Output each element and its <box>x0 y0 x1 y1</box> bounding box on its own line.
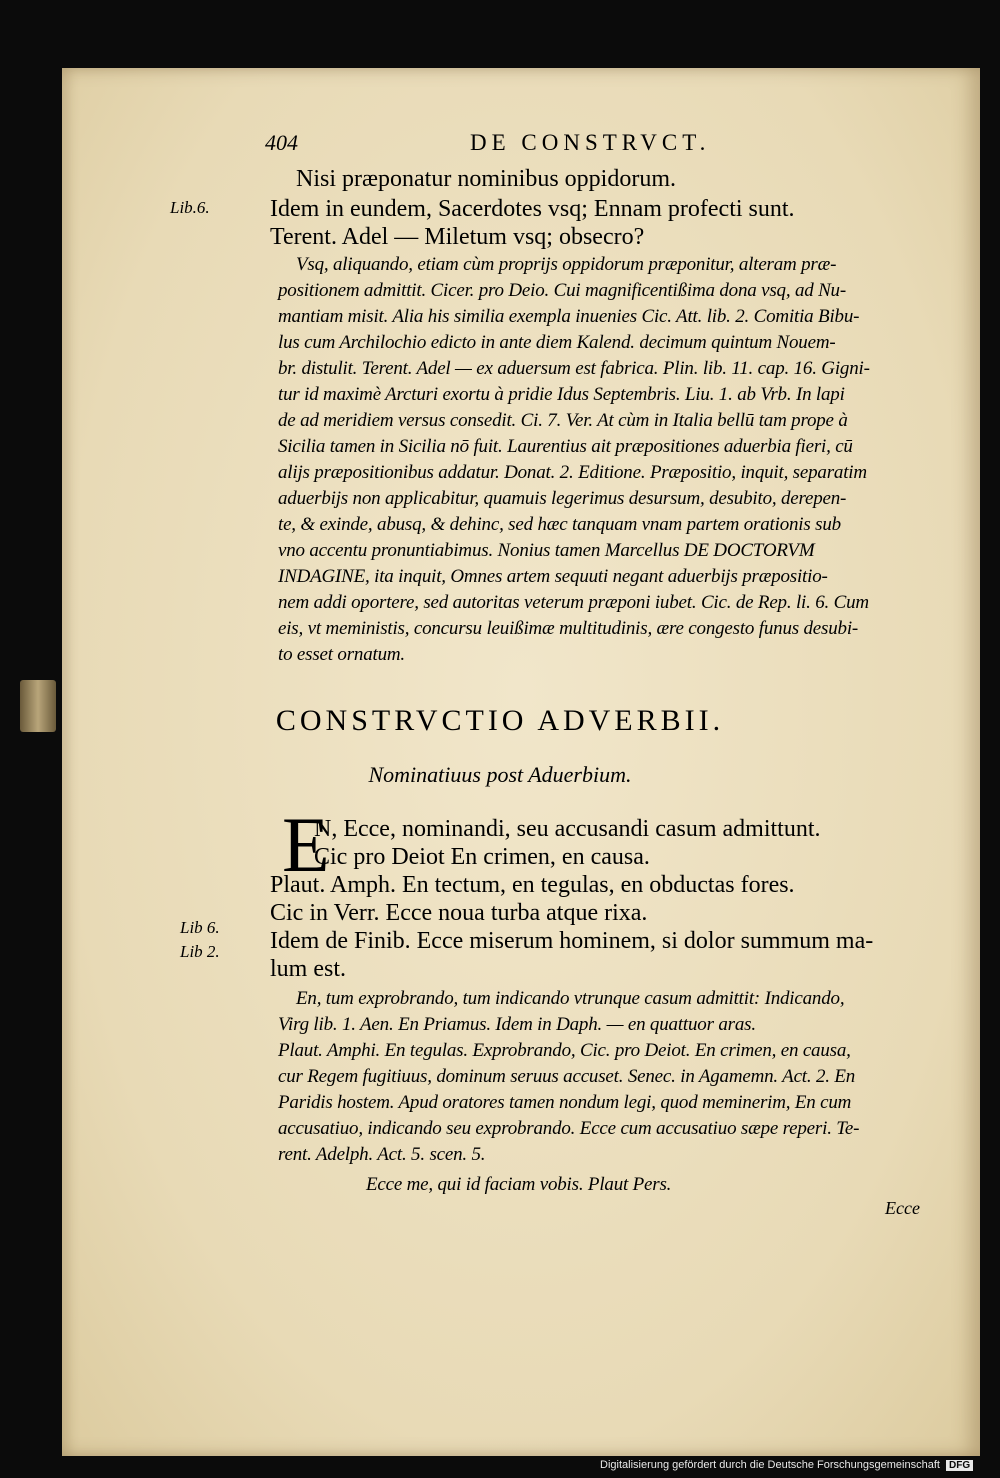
commentary-line: de ad meridiem versus consedit. Ci. 7. Ver. At cùm in Italia bellū tam prope à <box>278 410 848 431</box>
dfg-logo: DFG <box>946 1460 973 1471</box>
commentary-line: En, tum exprobrando, tum indicando vtrunque casum admittit: Indicando, <box>296 988 845 1009</box>
text-line: Nisi præponatur nominibus oppidorum. <box>296 166 676 192</box>
example-line: Idem de Finib. Ecce miserum hominem, si dolor summum ma- <box>270 928 874 954</box>
commentary-line: br. distulit. Terent. Adel — ex aduersum est fabrica. Plin. lib. 11. cap. 16. Gigni- <box>278 358 870 379</box>
commentary-line: Sicilia tamen in Sicilia nō fuit. Laurentius ait præpositiones aduerbia fieri, cū <box>278 436 853 457</box>
catchword: Ecce <box>885 1198 920 1218</box>
commentary-line: Ecce me, qui id faciam vobis. Plaut Pers. <box>366 1174 672 1195</box>
commentary-line: lus cum Archilochio edicto in ante diem Kalend. decimum quintum Nouem- <box>278 332 836 353</box>
commentary-line: cur Regem fugitiuus, dominum seruus accuset. Senec. in Agamemn. Act. 2. En <box>278 1066 856 1087</box>
commentary-line: mantiam misit. Alia his similia exempla inuenies Cic. Att. lib. 2. Comitia Bibu- <box>278 306 860 327</box>
commentary-line: nem addi oportere, sed autoritas veterum præponi iubet. Cic. de Rep. li. 6. Cum <box>278 592 869 613</box>
commentary-line: aduerbijs non applicabitur, quamuis legerimus desursum, desubito, derepen- <box>278 488 847 509</box>
rule-line: N, Ecce, nominandi, seu accusandi casum admittunt. <box>314 816 821 842</box>
example-line: Plaut. Amph. En tectum, en tegulas, en obductas fores. <box>270 872 795 898</box>
margin-note: Lib 6. <box>180 918 220 937</box>
commentary-line: tur id maximè Arcturi exortu à pridie Idus Septembris. Liu. 1. ab Vrb. In lapi <box>278 384 845 405</box>
commentary-line: Paridis hostem. Apud oratores tamen nondum legi, quod meminerim, En cum <box>278 1092 852 1113</box>
section-heading: CONSTRVCTIO ADVERBII. <box>275 704 725 737</box>
commentary-line: to esset ornatum. <box>278 644 405 665</box>
commentary-line: Vsq, aliquando, etiam cùm proprijs oppidorum præponitur, alteram præ- <box>296 254 837 275</box>
commentary-line: rent. Adelph. Act. 5. scen. 5. <box>278 1144 486 1165</box>
rule-line: Cic pro Deiot En crimen, en causa. <box>314 844 650 870</box>
example-line: lum est. <box>270 956 346 982</box>
margin-note: Lib 2. <box>180 942 220 961</box>
commentary-line: vno accentu pronuntiabimus. Nonius tamen Marcellus DE DOCTORVM <box>278 540 815 561</box>
commentary-line: positionem admittit. Cicer. pro Deio. Cui magnificentißima dona vsq, ad Nu- <box>278 280 846 301</box>
text-line: Idem in eundem, Sacerdotes vsq; Ennam profecti sunt. <box>270 196 795 222</box>
footer-credit <box>600 1459 973 1471</box>
commentary-line: Virg lib. 1. Aen. En Priamus. Idem in Daph. — en quattuor aras. <box>278 1014 756 1035</box>
page-number: 404 <box>265 130 298 155</box>
commentary-line: Plaut. Amphi. En tegulas. Exprobrando, Cic. pro Deiot. En crimen, en causa, <box>278 1040 851 1061</box>
commentary-line: accusatiuo, indicando seu exprobrando. Ecce cum accusatiuo sæpe reperi. Te- <box>278 1118 860 1139</box>
footer-text: Digitalisierung gefördert durch die Deutsche Forschungsgemeinschaft <box>600 1459 940 1471</box>
example-line: Cic in Verr. Ecce noua turba atque rixa. <box>270 900 648 926</box>
section-subheading: Nominatiuus post Aduerbium. <box>368 762 632 787</box>
running-header <box>265 130 785 164</box>
commentary-line: te, & exinde, abusq, & dehinc, sed hæc tanquam vnam partem orationis sub <box>278 514 841 535</box>
margin-note: Lib.6. <box>170 198 210 217</box>
drop-cap: E <box>282 801 330 888</box>
text-line: Terent. Adel — Miletum vsq; obsecro? <box>270 224 645 250</box>
commentary-line: eis, vt meministis, concursu leuißimæ multitudinis, ære congesto funus desubi- <box>278 618 859 639</box>
commentary-line: alijs præpositionibus addatur. Donat. 2. Editione. Præpositio, inquit, separatim <box>278 462 867 483</box>
running-title: DE CONSTRVCT. <box>470 130 711 155</box>
commentary-line: INDAGINE, ita inquit, Omnes artem sequuti negant aduerbijs præpositio- <box>278 566 828 587</box>
